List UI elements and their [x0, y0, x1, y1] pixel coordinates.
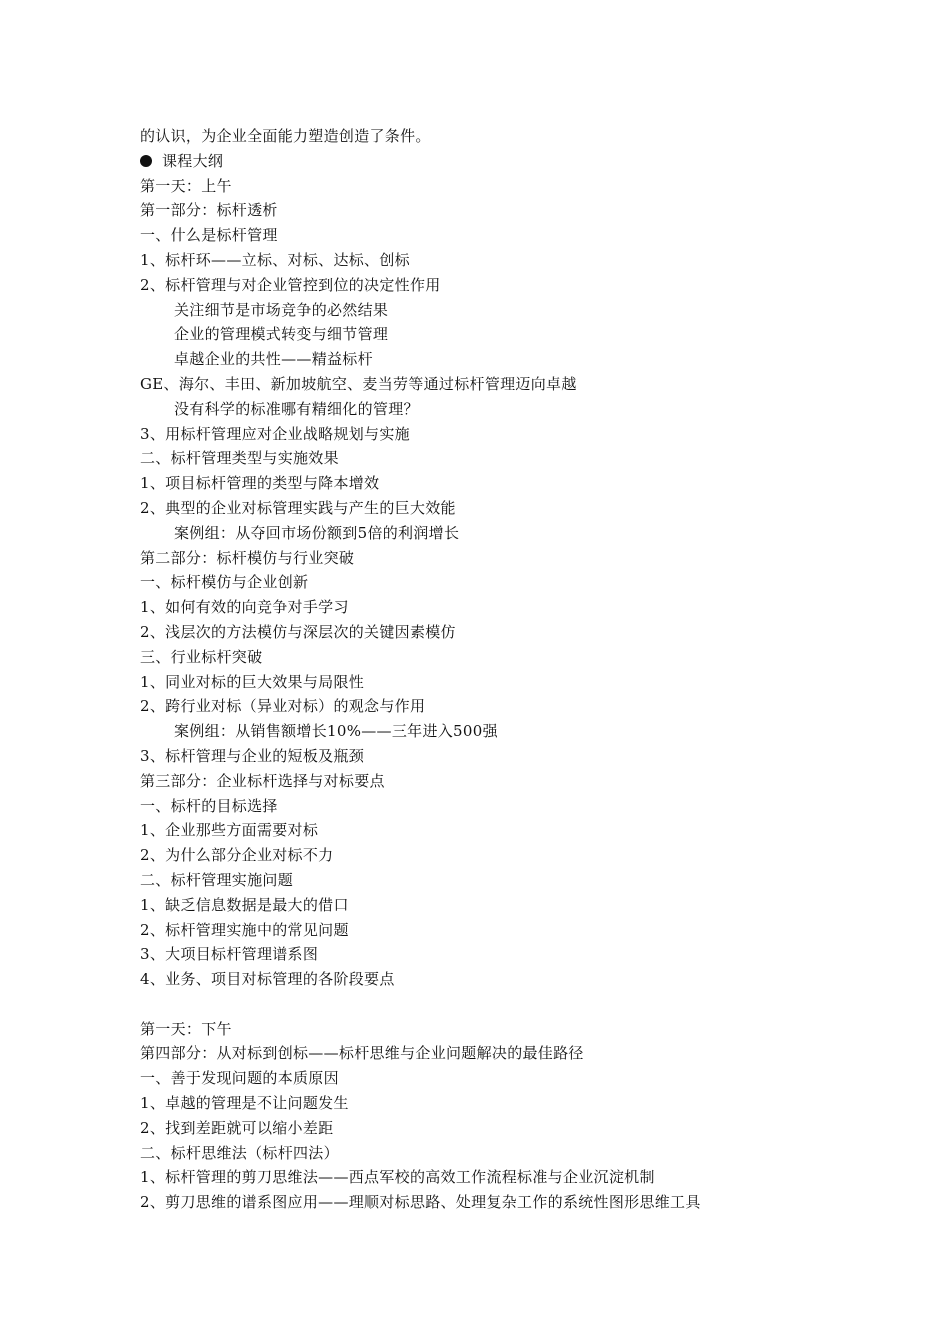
text-line: 1、标杆环——立标、对标、达标、创标: [140, 250, 410, 269]
text-line: 卓越企业的共性——精益标杆: [174, 350, 373, 369]
text-line: 第一部分：标杆透析: [140, 201, 278, 220]
text-line: 2、标杆管理实施中的常见问题: [140, 920, 349, 939]
text-line: 2、浅层次的方法模仿与深层次的关键因素模仿: [140, 622, 456, 641]
text-line: 2、为什么部分企业对标不力: [140, 846, 334, 865]
text-line: 一、善于发现问题的本质原因: [140, 1069, 339, 1088]
blank-line: [140, 992, 900, 1017]
text-line: 二、标杆管理类型与实施效果: [140, 449, 339, 468]
text-line: 3、标杆管理与企业的短板及瓶颈: [140, 746, 365, 765]
text-line: 案例组：从销售额增长10%——三年进入500强: [174, 722, 498, 741]
text-line: 1、缺乏信息数据是最大的借口: [140, 895, 349, 914]
text-line: 2、剪刀思维的谱系图应用——理顺对标思路、处理复杂工作的系统性图形思维工具: [140, 1193, 701, 1212]
text-line: 2、典型的企业对标管理实践与产生的巨大效能: [140, 498, 456, 517]
text-line: 企业的管理模式转变与细节管理: [174, 325, 389, 344]
section-heading-course-outline: [140, 149, 900, 174]
document-page: [140, 124, 900, 1215]
text-line: 3、用标杆管理应对企业战略规划与实施: [140, 424, 410, 443]
text-line: 的认识，为企业全面能力塑造创造了条件。: [140, 127, 431, 145]
text-line: 一、标杆的目标选择: [140, 796, 278, 815]
text-line: 3、大项目标杆管理谱系图: [140, 945, 319, 964]
text-line: 第四部分：从对标到创标——标杆思维与企业问题解决的最佳路径: [140, 1044, 584, 1063]
text-line: 2、找到差距就可以缩小差距: [140, 1118, 334, 1137]
text-line: 没有科学的标准哪有精细化的管理？: [174, 399, 419, 418]
text-line: 1、如何有效的向竞争对手学习: [140, 598, 349, 617]
text-line: 2、跨行业对标（异业对标）的观念与作用: [140, 697, 426, 716]
text-line: 第一天：下午: [140, 1019, 232, 1038]
text-line: 4、业务、项目对标管理的各阶段要点: [140, 970, 395, 989]
text-line: 一、什么是标杆管理: [140, 226, 278, 245]
text-line: 1、项目标杆管理的类型与降本增效: [140, 474, 380, 493]
bullet-icon: [140, 155, 152, 167]
text-line: 2、标杆管理与对企业管控到位的决定性作用: [140, 275, 441, 294]
text-line: 一、标杆模仿与企业创新: [140, 573, 309, 592]
text-line: 1、企业那些方面需要对标: [140, 821, 319, 840]
text-line: 1、卓越的管理是不让问题发生: [140, 1094, 349, 1113]
text-line: 三、行业标杆突破: [140, 647, 263, 666]
text-line: 二、标杆管理实施问题: [140, 870, 294, 889]
text-line: 案例组：从夺回市场份额到5倍的利润增长: [174, 523, 460, 542]
text-line: GE、海尔、丰田、新加坡航空、麦当劳等通过标杆管理迈向卓越: [140, 374, 577, 393]
text-line: 1、同业对标的巨大效果与局限性: [140, 672, 365, 691]
text-line: 关注细节是市场竞争的必然结果: [174, 300, 389, 319]
heading-label: 课程大纲: [162, 151, 224, 170]
text-line: 二、标杆思维法（标杆四法）: [140, 1143, 339, 1162]
text-line: 第一天：上午: [140, 176, 232, 195]
text-line: 第二部分：标杆模仿与行业突破: [140, 548, 355, 567]
text-line: 第三部分：企业标杆选择与对标要点: [140, 771, 385, 790]
text-line: 1、标杆管理的剪刀思维法——西点军校的高效工作流程标准与企业沉淀机制: [140, 1168, 655, 1187]
